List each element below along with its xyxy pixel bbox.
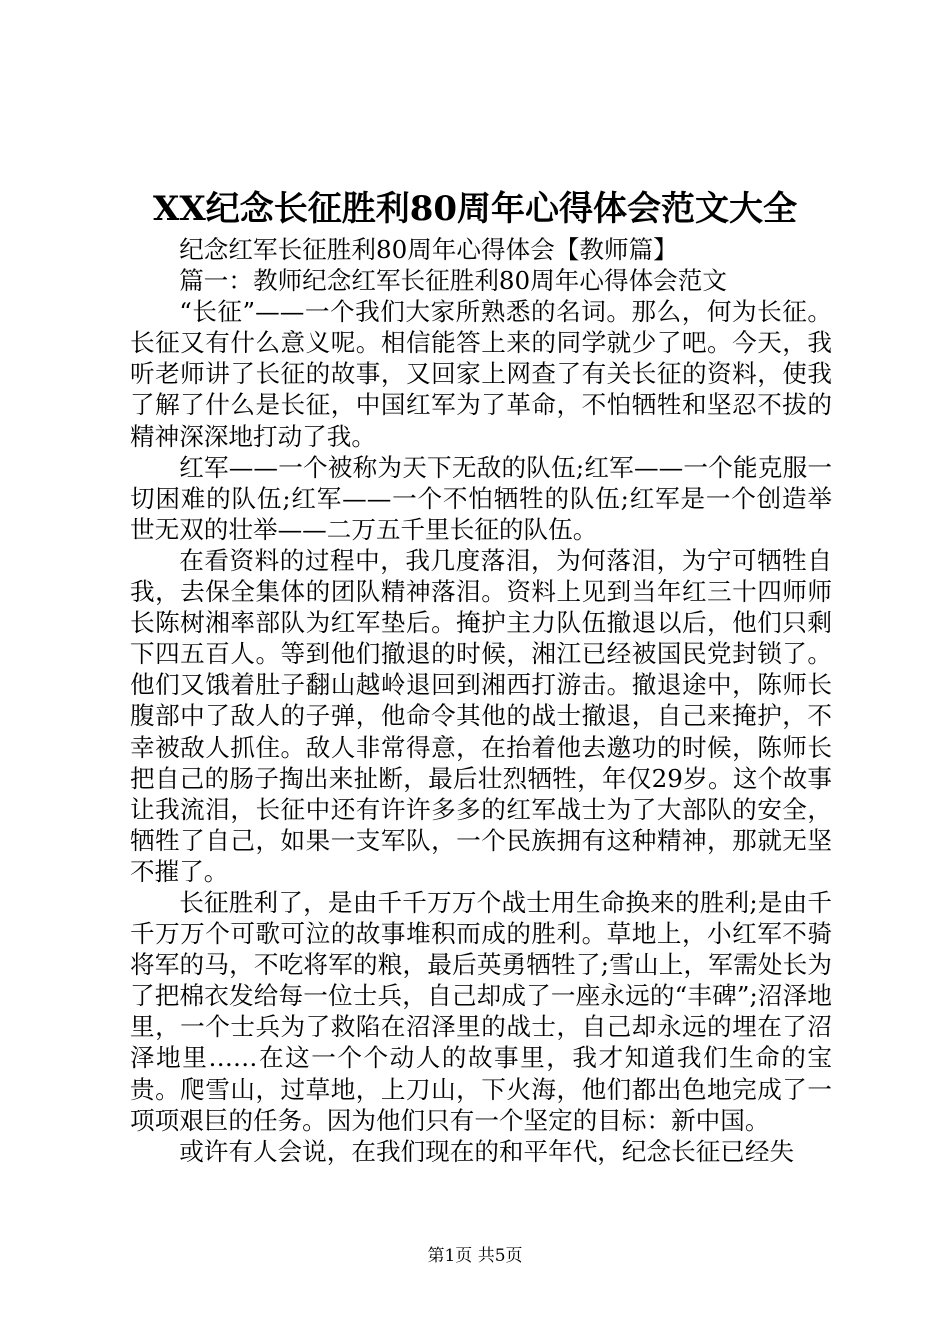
page-footer: 第1页 共5页 xyxy=(427,1246,523,1266)
paragraph: “长征”——一个我们大家所熟悉的名词。那么，何为长征。长征又有什么意义呢。相信能答上来的同学就少了吧。今天，我听老师讲了长征的故事，又回家上网查了有关长征的资料，使我了解了什么是长征，中国红军为了革命，不怕牺牲和坚忍不拔的精神深深地打动了我。 xyxy=(130,297,832,451)
paragraph: 长征胜利了，是由千千万万个战士用生命换来的胜利;是由千千万万个可歌可泣的故事堆积而成的胜利。草地上，小红军不骑将军的马，不吃将军的粮，最后英勇牺牲了;雪山上，军需处长为了把棉衣发给每一位士兵，自己却成了一座永远的“丰碑”;沼泽地里，一个士兵为了救陷在沼泽里的战士，自己却永远的埋在了沼泽地里……在这一个个动人的故事里，我才知道我们生命的宝贵。爬雪山，过草地，上刀山，下火海，他们都出色地完成了一项项艰巨的任务。因为他们只有一个坚定的目标：新中国。 xyxy=(130,887,832,1135)
section-heading: 篇一：教师纪念红军长征胜利80周年心得体会范文 xyxy=(179,266,727,296)
paragraph: 红军——一个被称为天下无敌的队伍;红军——一个能克服一切困难的队伍;红军——一个不怕牺牲的队伍;红军是一个创造举世无双的壮举——二万五千里长征的队伍。 xyxy=(130,452,832,544)
paragraph: 在看资料的过程中，我几度落泪，为何落泪，为宁可牺牲自我，去保全集体的团队精神落泪。资料上见到当年红三十四师师长陈树湘率部队为红军垫后。掩护主力队伍撤退以后，他们只剩下四五百人。等到他们撤退的时候，湘江已经被国民党封锁了。他们又饿着肚子翻山越岭退回到湘西打游击。撤退途中，陈师长腹部中了敌人的子弹，他命令其他的战士撤退，自己来掩护，不幸被敌人抓住。敌人非常得意，在抬着他去邀功的时候，陈师长把自己的肠子掏出来扯断，最后壮烈牺牲，年仅29岁。这个故事让我流泪，长征中还有许许多多的红军战士为了大部队的安全，牺牲了自己，如果一支军队，一个民族拥有这种精神，那就无坚不摧了。 xyxy=(130,545,832,886)
paragraph: 或许有人会说，在我们现在的和平年代，纪念长征已经失 xyxy=(179,1136,795,1166)
document-body xyxy=(130,234,832,1167)
subtitle: 纪念红军长征胜利80周年心得体会【教师篇】 xyxy=(179,235,678,264)
document-title: XX纪念长征胜利80周年心得体会范文大全 xyxy=(152,189,798,229)
